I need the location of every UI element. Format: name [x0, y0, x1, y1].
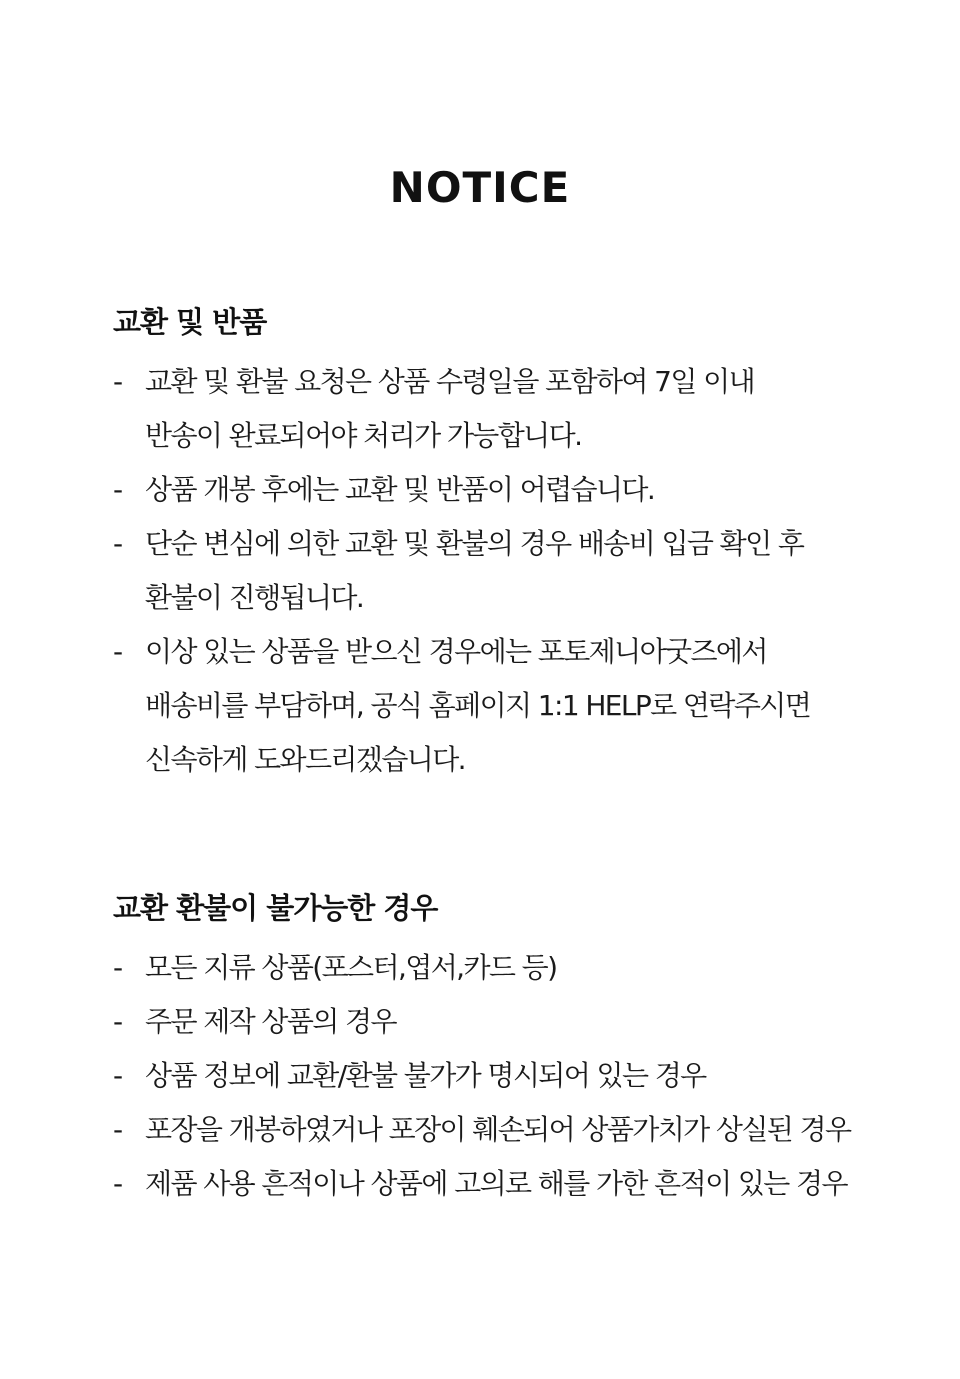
not-allowed-item-2	[113, 995, 873, 1049]
exchange-return-item-1-line-2: 반송이 완료되어야 처리가 가능합니다.	[145, 419, 582, 452]
exchange-return-list	[113, 355, 873, 787]
not-allowed-item-3-text: 상품 정보에 교환/환불 불가가 명시되어 있는 경우	[145, 1059, 706, 1092]
exchange-return-item-4	[113, 625, 873, 787]
exchange-return-item-3-line-1: 단순 변심에 의한 교환 및 환불의 경우 배송비 입금 확인 후	[145, 527, 804, 560]
exchange-return-item-1	[113, 355, 873, 463]
not-allowed-section	[113, 883, 873, 1211]
exchange-return-heading: 교환 및 반품	[113, 305, 267, 339]
not-allowed-item-1	[113, 941, 873, 995]
bullet-dash: -	[113, 473, 122, 506]
not-allowed-heading: 교환 환불이 불가능한 경우	[113, 891, 438, 925]
not-allowed-item-5-text: 제품 사용 흔적이나 상품에 고의로 해를 가한 흔적이 있는 경우	[145, 1167, 847, 1200]
bullet-dash: -	[113, 1167, 122, 1200]
bullet-dash: -	[113, 365, 122, 398]
exchange-return-item-4-line-3: 신속하게 도와드리겠습니다.	[145, 743, 465, 776]
exchange-return-item-2-line-1: 상품 개봉 후에는 교환 및 반품이 어렵습니다.	[145, 473, 655, 506]
bullet-dash: -	[113, 1113, 122, 1146]
not-allowed-item-3	[113, 1049, 873, 1103]
exchange-return-item-4-line-2: 배송비를 부담하며, 공식 홈페이지 1:1 HELP로 연락주시면	[145, 689, 811, 722]
bullet-dash: -	[113, 527, 122, 560]
exchange-return-item-3-line-2: 환불이 진행됩니다.	[145, 581, 364, 614]
exchange-return-item-1-line-1: 교환 및 환불 요청은 상품 수령일을 포함하여 7일 이내	[145, 365, 755, 398]
exchange-return-section	[113, 297, 873, 787]
not-allowed-item-4-text: 포장을 개봉하였거나 포장이 훼손되어 상품가치가 상실된 경우	[145, 1113, 851, 1146]
bullet-dash: -	[113, 1059, 122, 1092]
bullet-dash: -	[113, 1005, 122, 1038]
not-allowed-item-1-text: 모든 지류 상품(포스터,엽서,카드 등)	[145, 951, 557, 984]
page-title: NOTICE	[389, 163, 571, 213]
exchange-return-item-4-line-1: 이상 있는 상품을 받으신 경우에는 포토제니아굿즈에서	[145, 635, 767, 668]
exchange-return-item-3	[113, 517, 873, 625]
not-allowed-list	[113, 941, 873, 1211]
exchange-return-item-2	[113, 463, 873, 517]
bullet-dash: -	[113, 635, 122, 668]
not-allowed-item-4	[113, 1103, 873, 1157]
bullet-dash: -	[113, 951, 122, 984]
not-allowed-item-5	[113, 1157, 873, 1211]
not-allowed-item-2-text: 주문 제작 상품의 경우	[145, 1005, 396, 1038]
